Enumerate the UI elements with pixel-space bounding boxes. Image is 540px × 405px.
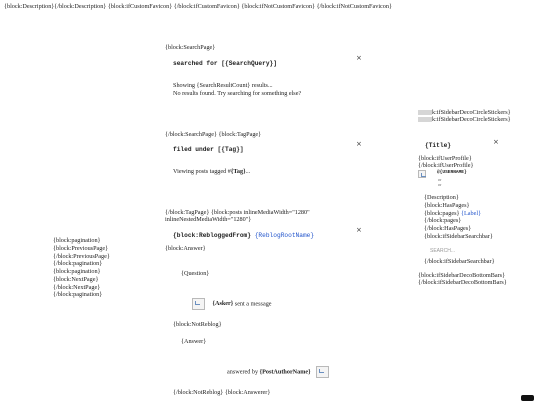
next-page-link[interactable]: {block:NextPage}	[53, 275, 99, 283]
close-icon[interactable]: ×	[356, 226, 362, 234]
tagged-prefix: Viewing posts tagged #	[173, 168, 231, 175]
sidebar-links	[424, 194, 493, 241]
tagged-suffix: ...	[245, 168, 251, 175]
user-profile-close: {/block:ifUserProfile}	[418, 162, 474, 169]
sidebar-page-item	[424, 210, 493, 218]
sidebar-line: {/block:pages}	[424, 217, 462, 225]
sidebar-line: {block:pages}	[424, 209, 460, 217]
sidebar-page-link[interactable]: {Label}	[461, 209, 482, 217]
pagination-line: {/block:pagination}	[53, 260, 103, 268]
corner-badge[interactable]	[521, 395, 534, 401]
profile-mini-text: or	[438, 177, 442, 182]
pagination-line: {/block:NextPage}	[53, 283, 101, 291]
template-header-line: {block:Description}{/block:Description} {block:ifCustomFavicon} {/block:ifCustomFavicon} {block:ifNotCustomFavicon} {/block:ifNotCustomFavicon}	[4, 3, 392, 10]
profile-mini-text: or	[438, 182, 442, 187]
pagination-line: {block:pagination}	[53, 237, 101, 244]
pagination-line: {block:pagination}	[53, 268, 101, 275]
sidebar-deco-text: k:ifSidebarDecoCircleStickers}	[432, 109, 511, 116]
sidebar-bottom-bars: {block:ifSidebarDecoBottomBars}	[418, 272, 506, 279]
answer-text: {Answer}	[181, 338, 207, 345]
profile-username[interactable]: @{USERNAME}	[437, 170, 467, 175]
posts-block-line-2: inlineNestedMediaWidth="1280"}	[165, 216, 252, 223]
pagination	[53, 237, 110, 299]
search-heading: searched for [{SearchQuery}]	[173, 60, 277, 67]
previous-page-link[interactable]: {block:PreviousPage}	[53, 244, 109, 252]
blurred-text	[418, 110, 432, 115]
reblogged-from-label: {block:RebloggedFrom}	[173, 232, 251, 239]
close-icon[interactable]: ×	[356, 140, 362, 148]
pagination-line: {/block:PreviousPage}	[53, 252, 110, 260]
sidebar-search-close: {/block:ifSidebarSearchbar}	[424, 258, 495, 265]
tag-block-line: {/block:SearchPage} {block:TagPage}	[165, 131, 262, 138]
sidebar-description: {Description}	[424, 194, 459, 201]
not-reblog-tag: {block:NotReblog}	[173, 321, 222, 328]
answer-block-tag: {block:Answer}	[165, 245, 206, 252]
asker-name[interactable]: {Asker}	[212, 300, 234, 308]
sidebar-line: {/block:HasPages}	[424, 225, 472, 232]
asker-row	[192, 298, 272, 310]
profile-avatar[interactable]	[418, 170, 426, 178]
tagged-posts-line	[173, 168, 250, 176]
sidebar-search-input[interactable]: SEARCH...	[430, 248, 456, 254]
answerer-line: {/block:NotReblog} {block:Answerer}	[173, 389, 271, 396]
reblog-root-link[interactable]: {ReblogRootName}	[254, 232, 315, 239]
reblogged-from	[173, 232, 314, 240]
pagination-line: {/block:pagination}	[53, 291, 103, 299]
post-author-name[interactable]: {PostAuthorName}	[259, 368, 311, 376]
sidebar-bottom-bars: {/block:ifSidebarDecoBottomBars}	[418, 279, 507, 286]
posts-block-line: {/block:TagPage} {block:posts inlineMediaWidth="1280"	[165, 209, 310, 216]
author-avatar[interactable]	[316, 366, 329, 378]
tagged-value[interactable]: {Tag}	[230, 168, 246, 175]
question-text: {Question}	[181, 270, 210, 277]
sidebar-line: {block:ifSidebarSearchbar}	[424, 232, 493, 240]
blurred-text	[418, 117, 432, 122]
answered-by-row	[227, 366, 329, 378]
close-icon[interactable]: ×	[356, 54, 362, 62]
search-no-results: No results found. Try searching for something else?	[173, 90, 302, 97]
close-icon[interactable]: ×	[493, 138, 499, 146]
tag-heading: filed under [{Tag}]	[173, 146, 244, 153]
user-profile-open: {block:ifUserProfile}	[418, 155, 472, 162]
search-block-tag: {block:SearchPage}	[165, 44, 216, 51]
answered-by-text: answered by	[227, 368, 259, 376]
sidebar-deco-line	[418, 116, 511, 124]
sent-message-text: sent a message	[234, 300, 272, 308]
search-result-count: Showing {SearchResultCount} results...	[173, 82, 273, 89]
sidebar-title: {Title}	[425, 142, 451, 149]
sidebar-line: {block:HasPages}	[424, 201, 470, 209]
asker-avatar[interactable]	[192, 298, 205, 310]
sidebar-deco-text: k:ifSidebarDecoCircleStickers}	[432, 116, 511, 123]
